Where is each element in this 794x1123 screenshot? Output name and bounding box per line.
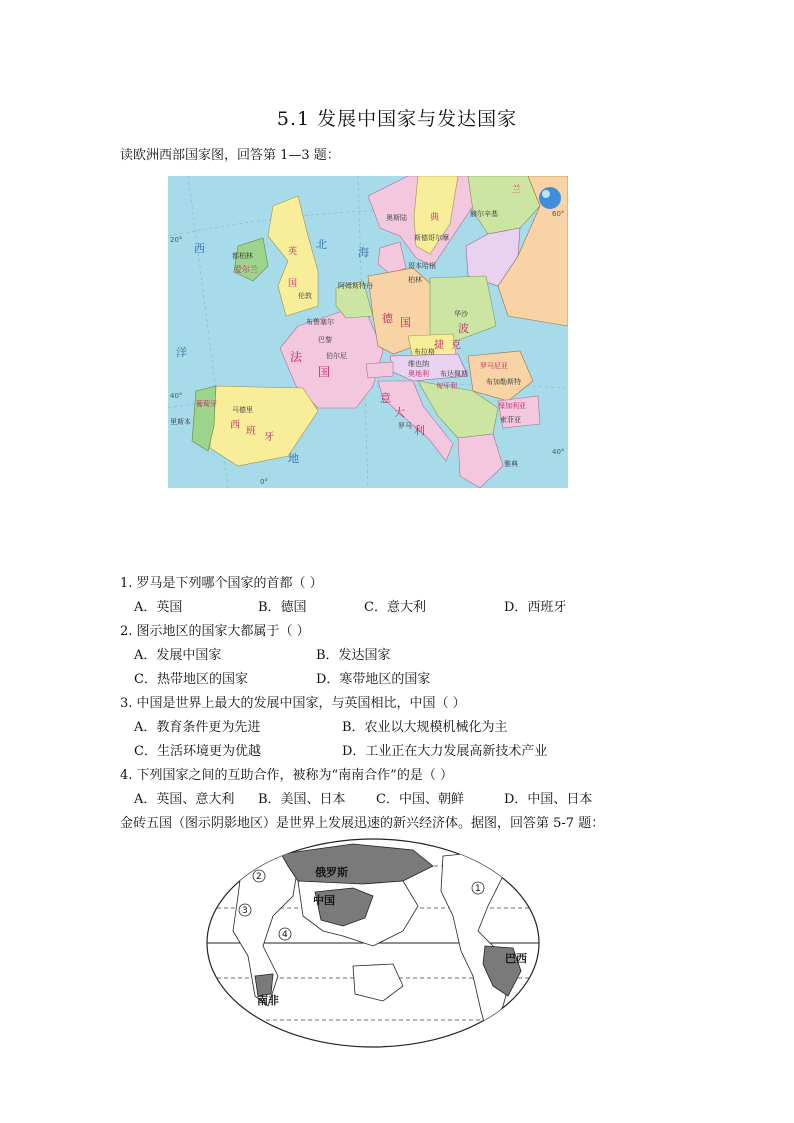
- svg-text:克: 克: [451, 340, 461, 351]
- svg-text:国: 国: [318, 365, 331, 379]
- svg-text:伦敦: 伦敦: [298, 292, 312, 300]
- svg-text:斯德哥尔摩: 斯德哥尔摩: [414, 234, 449, 242]
- question-1-option-b: B．德国: [258, 600, 307, 615]
- svg-text:赫尔辛基: 赫尔辛基: [470, 210, 498, 218]
- svg-text:维也纳: 维也纳: [408, 360, 429, 368]
- svg-text:洋: 洋: [176, 346, 187, 359]
- svg-text:雅典: 雅典: [504, 460, 518, 468]
- globe-icon: [539, 187, 561, 209]
- question-1-option-a: A．英国: [134, 600, 183, 615]
- world-map: [203, 836, 543, 1050]
- svg-text:奥斯陆: 奥斯陆: [386, 214, 407, 222]
- question-3-option-d: D．工业正在大力发展高新技术产业: [342, 744, 548, 759]
- svg-text:巴黎: 巴黎: [318, 336, 332, 344]
- svg-text:国: 国: [400, 316, 411, 329]
- svg-text:德: 德: [382, 312, 393, 325]
- question-2-option-d: D．寒带地区的国家: [316, 672, 431, 687]
- svg-text:2: 2: [256, 872, 262, 882]
- svg-text:兰: 兰: [512, 185, 522, 195]
- question-3-stem: 3. 中国是世界上最大的发展中国家，与英国相比，中国（ ）: [120, 696, 466, 711]
- svg-text:意: 意: [380, 392, 391, 405]
- svg-text:地: 地: [288, 452, 299, 465]
- question-1-stem: 1. 罗马是下列哪个国家的首都（ ）: [120, 576, 323, 591]
- svg-text:班: 班: [246, 426, 256, 437]
- question-3-option-c: C．生活环境更为优越: [134, 744, 261, 759]
- svg-text:40°: 40°: [552, 448, 565, 456]
- question-2-option-b: B．发达国家: [316, 648, 391, 663]
- svg-text:阿姆斯特丹: 阿姆斯特丹: [338, 282, 373, 290]
- question-1-option-c: C．意大利: [364, 600, 426, 615]
- question-4-option-c: C．中国、朝鲜: [376, 792, 464, 807]
- europe-map: [168, 176, 568, 488]
- svg-text:布拉格: 布拉格: [414, 348, 435, 356]
- svg-text:利: 利: [414, 424, 425, 437]
- question-3-option-b: B．农业以大规模机械化为主: [342, 720, 508, 735]
- svg-text:0°: 0°: [260, 478, 268, 486]
- svg-text:柏林: 柏林: [408, 276, 422, 284]
- svg-text:4: 4: [282, 930, 288, 940]
- svg-text:奥地利: 奥地利: [408, 370, 429, 378]
- svg-text:海: 海: [358, 246, 369, 259]
- svg-text:布加勒斯特: 布加勒斯特: [486, 378, 521, 386]
- svg-text:西: 西: [194, 242, 205, 255]
- svg-text:西: 西: [230, 420, 240, 431]
- svg-text:保加利亚: 保加利亚: [498, 402, 526, 410]
- svg-text:里斯本: 里斯本: [170, 418, 191, 426]
- svg-text:爱尔兰: 爱尔兰: [234, 265, 258, 274]
- svg-text:典: 典: [430, 213, 440, 223]
- svg-text:中国: 中国: [313, 894, 335, 907]
- question-4-stem: 4. 下列国家之间的互助合作，被称为“南南合作”的是（ ）: [120, 768, 453, 783]
- svg-text:华沙: 华沙: [454, 310, 468, 318]
- svg-text:北: 北: [316, 238, 327, 251]
- svg-text:俄罗斯: 俄罗斯: [315, 866, 348, 879]
- svg-text:60°: 60°: [552, 210, 565, 218]
- question-2-option-a: A．发展中国家: [134, 648, 222, 663]
- svg-text:罗马尼亚: 罗马尼亚: [480, 362, 508, 370]
- svg-text:波: 波: [458, 322, 469, 335]
- svg-text:罗马: 罗马: [398, 422, 412, 430]
- svg-text:巴西: 巴西: [505, 952, 527, 965]
- svg-text:1: 1: [475, 884, 481, 894]
- question-4-option-d: D．中国、日本: [504, 792, 593, 807]
- svg-text:葡萄牙: 葡萄牙: [196, 400, 217, 408]
- svg-text:索菲亚: 索菲亚: [500, 416, 521, 424]
- svg-text:捷: 捷: [434, 340, 444, 351]
- page-title: 5.1 发展中国家与发达国家: [276, 108, 518, 130]
- svg-text:法: 法: [290, 350, 303, 364]
- svg-text:布达佩斯: 布达佩斯: [440, 370, 468, 378]
- svg-text:20°: 20°: [170, 236, 183, 244]
- svg-text:布鲁塞尔: 布鲁塞尔: [306, 318, 334, 326]
- question-4-option-a: A．英国、意大利: [134, 792, 235, 807]
- question-2-option-c: C．热带地区的国家: [134, 672, 248, 687]
- question-1-option-d: D．西班牙: [504, 600, 567, 615]
- question-2-stem: 2. 图示地区的国家大都属于（ ）: [120, 624, 310, 639]
- svg-text:匈牙利: 匈牙利: [436, 382, 457, 390]
- svg-text:大: 大: [394, 406, 405, 419]
- svg-text:国: 国: [288, 279, 298, 289]
- svg-text:伯尔尼: 伯尔尼: [326, 352, 347, 360]
- svg-text:英: 英: [288, 247, 298, 257]
- intro-text-2: 金砖五国（图示阴影地区）是世界上发展迅速的新兴经济体。据图，回答第 5-7 题：: [120, 816, 605, 831]
- question-3-option-a: A．教育条件更为先进: [134, 720, 261, 735]
- svg-text:40°: 40°: [170, 392, 183, 400]
- intro-text-1: 读欧洲西部国家图，回答第 1—3 题：: [120, 148, 340, 163]
- svg-text:南非: 南非: [257, 994, 279, 1007]
- svg-text:马德里: 马德里: [232, 406, 253, 414]
- svg-text:哥本哈根: 哥本哈根: [408, 262, 436, 270]
- svg-text:3: 3: [242, 906, 248, 916]
- svg-text:牙: 牙: [264, 432, 274, 443]
- svg-text:都柏林: 都柏林: [232, 252, 253, 260]
- question-4-option-b: B．美国、日本: [258, 792, 346, 807]
